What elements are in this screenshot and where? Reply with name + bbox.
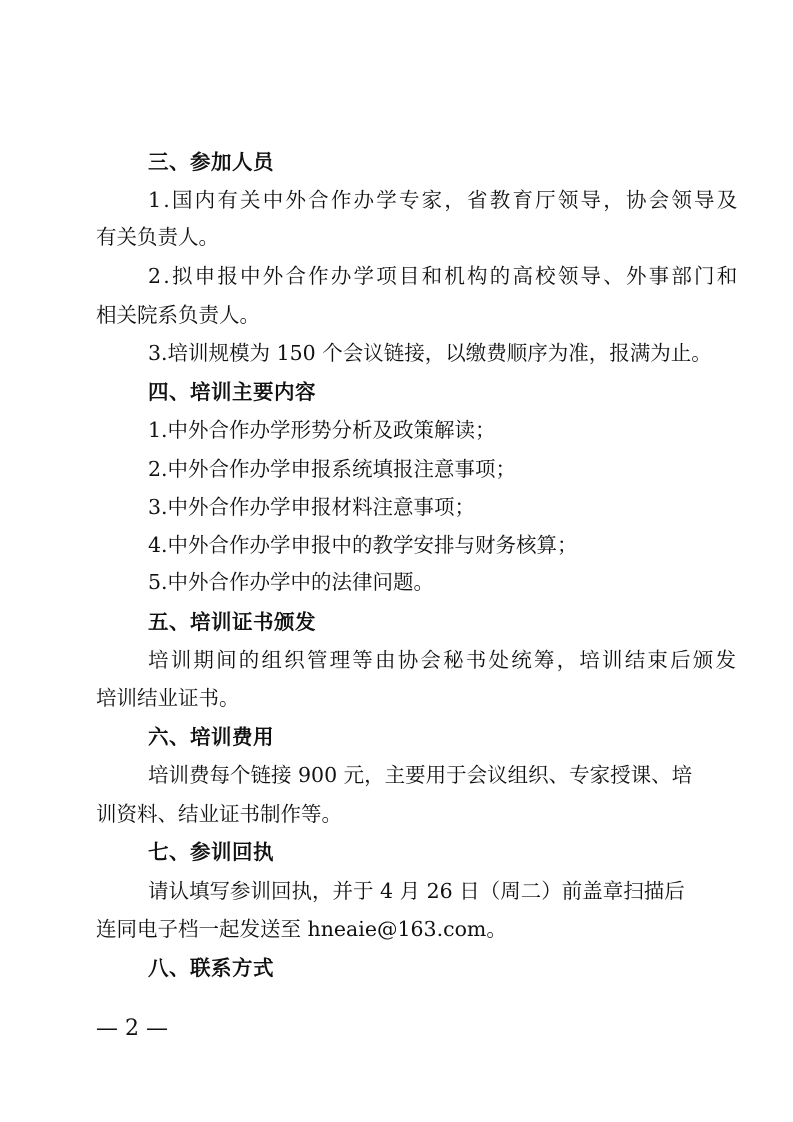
receipt-text-line-1: 请认填写参训回执，并于 4 月 26 日（周二）前盖章扫描后: [148, 879, 685, 903]
participant-item-1-continued: 有关负责人。: [96, 225, 219, 249]
receipt-text-line-2: 连同电子档一起发送至 hneaie@163.com。: [96, 917, 507, 941]
page-number: — 2 —: [96, 1016, 168, 1041]
participant-item-2-continued: 相关院系负责人。: [96, 303, 260, 327]
fees-text-line-2: 训资料、结业证书制作等。: [96, 802, 342, 826]
certificate-text-line-2: 培训结业证书。: [96, 686, 240, 710]
participant-item-3: 3.培训规模为 150 个会议链接，以缴费顺序为准，报满为止。: [148, 341, 712, 365]
section-heading-contact: 八、联系方式: [148, 956, 274, 980]
content-item-5: 5.中外合作办学中的法律问题。: [148, 570, 435, 594]
certificate-text-line-1: 培训期间的组织管理等由协会秘书处统筹，培训结束后颁发: [148, 648, 739, 672]
section-heading-participants: 三、参加人员: [148, 150, 274, 174]
content-item-1: 1.中外合作办学形势分析及政策解读；: [148, 418, 496, 442]
section-heading-fees: 六、培训费用: [148, 725, 274, 749]
content-item-3: 3.中外合作办学申报材料注意事项；: [148, 495, 476, 519]
section-heading-certificate: 五、培训证书颁发: [148, 610, 316, 634]
section-heading-training-content: 四、培训主要内容: [148, 380, 316, 404]
section-heading-registration-receipt: 七、参训回执: [148, 840, 274, 864]
content-item-4: 4.中外合作办学申报中的教学安排与财务核算；: [148, 533, 578, 557]
fees-text-line-1: 培训费每个链接 900 元，主要用于会议组织、专家授课、培: [148, 763, 693, 787]
participant-item-1: 1.国内有关中外合作办学专家，省教育厅领导，协会领导及: [148, 188, 740, 212]
participant-item-2: 2.拟申报中外合作办学项目和机构的高校领导、外事部门和: [148, 264, 740, 288]
content-item-2: 2.中外合作办学申报系统填报注意事项；: [148, 457, 517, 481]
